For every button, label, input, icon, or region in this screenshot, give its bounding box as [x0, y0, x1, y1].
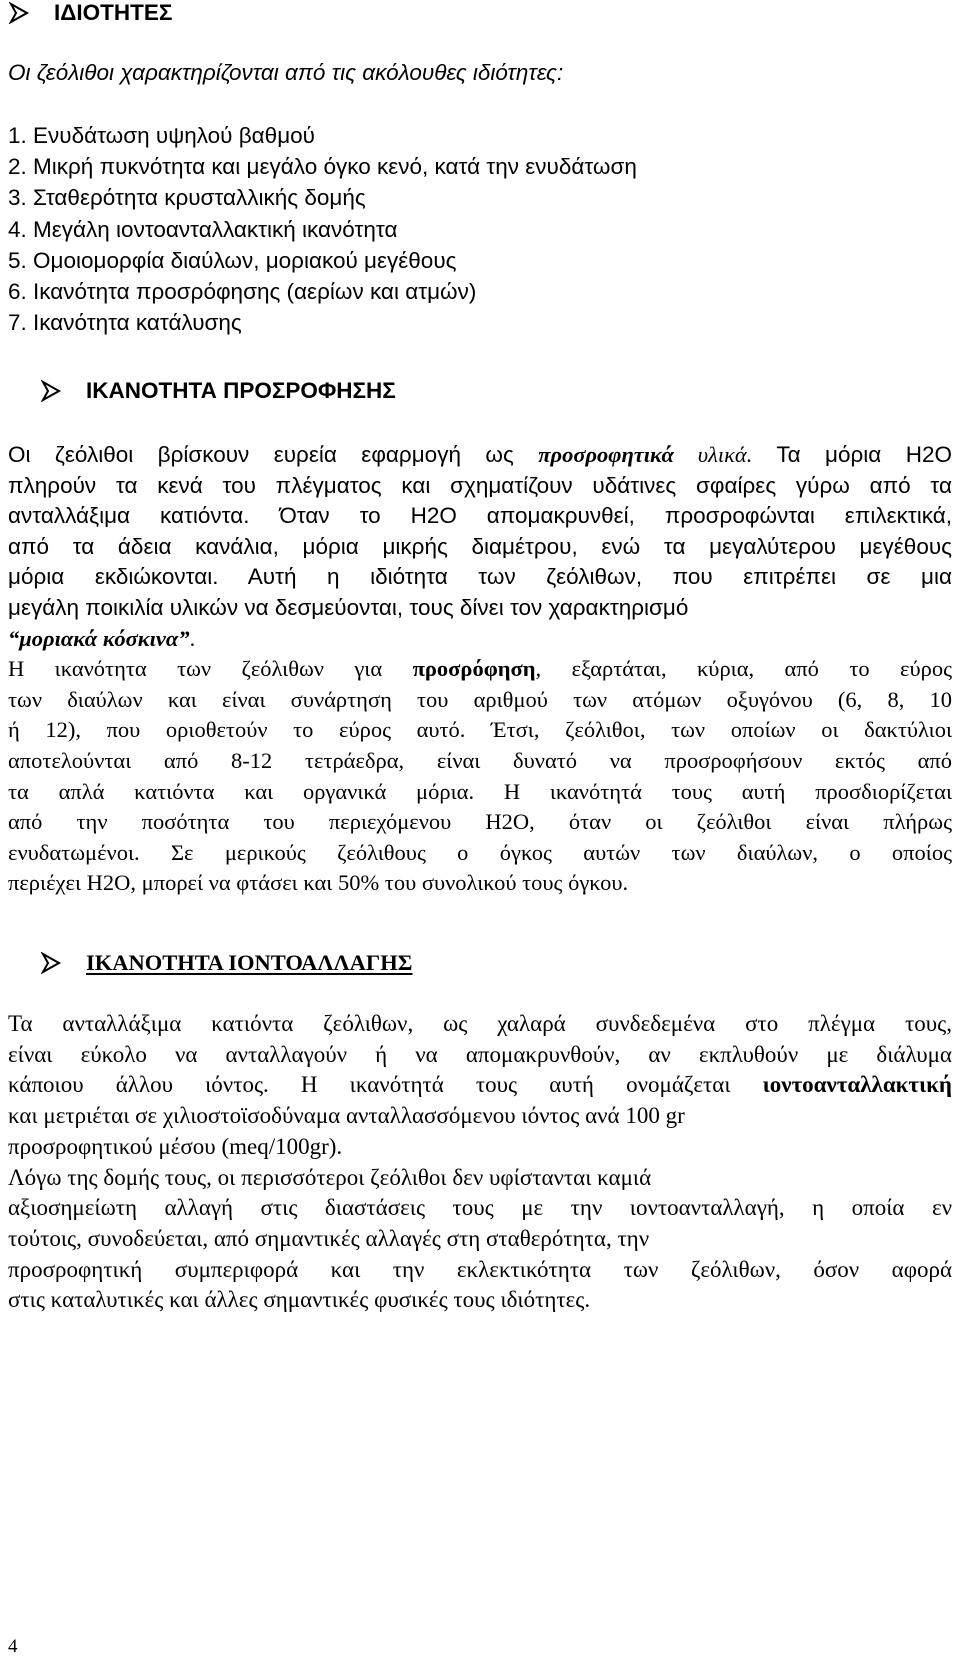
section-heading-properties	[8, 0, 172, 26]
arrowhead-bullet-icon	[40, 952, 62, 974]
text-line: είναι εύκολο να ανταλλαγούν ή να απομακρυνθούν, αν εκπλυθούν με διάλυμα	[8, 1041, 952, 1067]
text-line: Τα ανταλλάξιμα κατιόντα ζεόλιθων, ως χαλαρά συνδεδεμένα στο πλέγμα τους,	[8, 1011, 952, 1036]
arrowhead-bullet-icon	[40, 380, 62, 402]
text-run: Οι ζεόλιθοι βρίσκουν ευρεία εφαρμογή ως	[8, 442, 539, 467]
arrowhead-bullet-icon	[8, 2, 30, 24]
section-heading-adsorption	[40, 378, 396, 404]
list-item: 1. Ενυδάτωση υψηλού βαθμού	[8, 123, 315, 148]
text-line	[8, 1070, 952, 1101]
text-line: στις καταλυτικές και άλλες σημαντικές φυσικές τους ιδιότητες.	[8, 1287, 591, 1313]
emphasis-adsorption: προσρόφηση	[412, 656, 536, 682]
text-line: και μετριέται σε χιλιοστοϊσοδύναμα ανταλλασσόμενου ιόντος ανά 100 gr	[8, 1103, 685, 1129]
adsorption-paragraph	[8, 440, 952, 899]
text-line: των διαύλων και είναι συνάρτηση του αριθμού των ατόμων οξυγόνου (6, 8, 10	[8, 686, 952, 712]
properties-intro: Οι ζεόλιθοι χαρακτηρίζονται από τις ακόλουθες ιδιότητες:	[8, 60, 564, 85]
heading-text: ΙΔΙΟΤΗΤΕΣ	[54, 0, 173, 25]
text-run: κάποιου άλλου ιόντος. Η ικανότητά τους αυτή ονομάζεται	[8, 1072, 763, 1098]
list-item: 3. Σταθερότητα κρυσταλλικής δομής	[8, 185, 366, 211]
page-number: 4	[8, 1636, 18, 1657]
text-line: Λόγω της δομής τους, οι περισσότεροι ζεόλιθοι δεν υφίστανται καμιά	[8, 1164, 652, 1190]
list-item: 7. Ικανότητα κατάλυσης	[8, 310, 242, 336]
text-line: αξιοσημείωτη αλλαγή στις διαστάσεις τους με την ιοντοανταλλαγή, η οποία εν	[8, 1195, 952, 1221]
text-run: Τα μόρια H2O	[752, 442, 952, 467]
text-line: μεγάλη ποικιλία υλικών να δεσμεύονται, τους δίνει τον χαρακτηρισμό	[8, 594, 689, 620]
ion-exchange-paragraph	[8, 1009, 952, 1316]
text-run: .	[189, 625, 196, 651]
section-heading-ion-exchange	[40, 950, 412, 976]
text-run: , εξαρτάται, κύρια, από το εύρος	[535, 656, 952, 682]
text-line: αποτελούνται από 8-12 τετράεδρα, είναι δυνατό να προσροφήσουν εκτός από	[8, 747, 952, 773]
list-item: 6. Ικανότητα προσρόφησης (αερίων και ατμών)	[8, 278, 477, 304]
text-line: τα απλά κατιόντα και οργανικά μόρια. Η ικανότητά τους αυτή προσδιορίζεται	[8, 778, 952, 804]
text-line: πληρούν τα κενά του πλέγματος και σχηματίζουν υδάτινες σφαίρες γύρω από τα	[8, 472, 952, 498]
text-line: από την ποσότητα του περιεχόμενου H2O, όταν οι ζεόλιθοι είναι πλήρως	[8, 809, 952, 835]
list-item: 2. Μικρή πυκνότητα και μεγάλο όγκο κενό, κατά την ενυδάτωση	[8, 154, 637, 180]
text-line	[8, 440, 952, 471]
list-item: 4. Μεγάλη ιοντοανταλλακτική ικανότητα	[8, 216, 398, 242]
emphasis-adsorbent: προσροφητικά	[538, 442, 674, 467]
text-line	[8, 654, 952, 685]
list-item: 5. Ομοιομορφία διαύλων, μοριακού μεγέθους	[8, 247, 457, 273]
properties-list	[8, 120, 637, 338]
text-line	[8, 624, 952, 655]
text-line: από τα άδεια κανάλια, μόρια μικρής διαμέτρου, ενώ τα μεγαλύτερου μεγέθους	[8, 533, 952, 559]
emphasis-molecular-sieves: “μοριακά κόσκινα”	[8, 625, 190, 651]
text-run: υλικά.	[673, 442, 753, 467]
emphasis-ion-exchange: ιοντοανταλλακτική	[762, 1072, 952, 1098]
heading-text: ΙΚΑΝΟΤΗΤΑ ΠΡΟΣΡΟΦΗΣΗΣ	[86, 378, 396, 403]
heading-text: ΙΚΑΝΟΤΗΤΑ ΙΟΝΤΟΑΛΛΑΓΗΣ	[86, 950, 413, 975]
text-line: περιέχει H2O, μπορεί να φτάσει και 50% του συνολικού τους όγκου.	[8, 870, 629, 896]
text-line: ή 12), που οριοθετούν το εύρος αυτό. Έτσι, ζεόλιθοι, των οποίων οι δακτύλιοι	[8, 717, 952, 743]
text-line: ανταλλάξιμα κατιόντα. Όταν το H2O απομακρυνθεί, προσροφώνται επιλεκτικά,	[8, 503, 952, 529]
text-line: μόρια εκδιώκονται. Αυτή η ιδιότητα των ζεόλιθων, που επιτρέπει σε μια	[8, 564, 952, 590]
text-run: Η ικανότητα των ζεόλιθων για	[8, 656, 413, 682]
text-line: προσροφητικού μέσου (meq/100gr).	[8, 1133, 343, 1159]
text-line: ενυδατωμένοι. Σε μερικούς ζεόλιθους ο όγκος αυτών των διαύλων, ο οποίος	[8, 839, 952, 865]
text-line: προσροφητική συμπεριφορά και την εκλεκτικότητα των ζεόλιθων, όσον αφορά	[8, 1256, 952, 1282]
text-line: τούτοις, συνοδεύεται, από σημαντικές αλλαγές στη σταθερότητα, την	[8, 1225, 650, 1251]
